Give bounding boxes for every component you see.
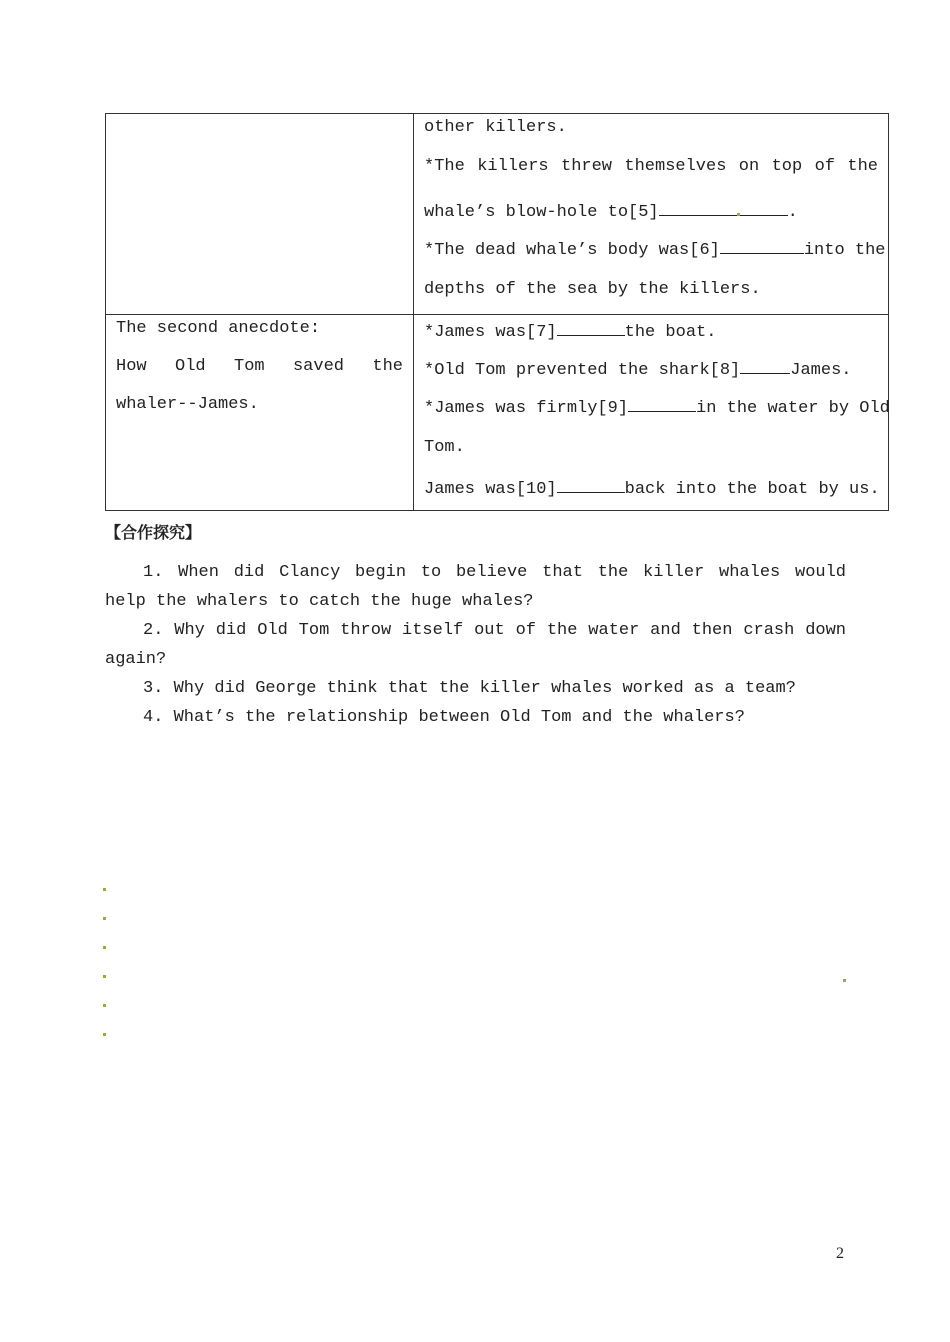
anecdote-heading: The second anecdote: (116, 319, 321, 338)
cell-text: *The dead whale’s body was[6] (424, 241, 720, 260)
cell-text: *James was[7] (424, 323, 557, 342)
table-row (106, 315, 889, 511)
dot-mark (103, 1004, 106, 1007)
cell-text: . (787, 203, 798, 222)
cell-line-blank-6 (424, 237, 886, 280)
table-cell-left (106, 114, 414, 315)
answer-blank-6[interactable] (720, 237, 804, 254)
dot-mark (843, 979, 846, 982)
dot-mark (103, 888, 106, 891)
anecdote-title: How Old Tom saved the (116, 357, 403, 376)
cell-text: the boat. (624, 323, 717, 342)
bullet-dots (103, 888, 106, 1062)
cell-line-blank-7 (424, 319, 878, 357)
question-4: 4. What’s the relationship between Old Tom and the whalers? (143, 708, 745, 727)
table-cell-left (106, 315, 414, 511)
answer-blank-7[interactable] (557, 319, 625, 336)
answer-blank-5[interactable] (659, 199, 737, 216)
page-number: 2 (836, 1245, 844, 1262)
table-row (106, 114, 889, 315)
answer-blank-9[interactable] (628, 395, 696, 412)
cell-line-blank-5 (424, 199, 878, 237)
cell-line-blank-8 (424, 357, 878, 395)
question-2: 2. Why did Old Tom throw itself out of the water and then crash down again? (105, 621, 846, 669)
section-title: 【合作探究】 (105, 523, 202, 542)
cell-text: James. (790, 361, 852, 380)
anecdote-table (105, 113, 889, 511)
cell-text: *James was firmly[9] (424, 399, 629, 418)
cell-line: Tom. (424, 438, 465, 457)
cell-line-blank-9 (424, 395, 890, 438)
table-cell-right (414, 114, 889, 315)
dot-mark (103, 917, 106, 920)
cell-text: back into the boat by us. (624, 480, 880, 499)
anecdote-title-cont: whaler--James. (116, 395, 259, 414)
cell-text: in the water by Old (696, 399, 890, 418)
answer-blank-5b[interactable] (740, 199, 788, 216)
answer-blank-8[interactable] (740, 357, 790, 374)
cell-line: *The killers threw themselves on top of the (424, 157, 878, 176)
dot-mark (103, 946, 106, 949)
dot-mark (103, 975, 106, 978)
question-1: 1. When did Clancy begin to believe that the killer whales would help the whalers to catch the huge whales? (105, 563, 846, 611)
dot-mark (103, 1033, 106, 1036)
answer-blank-10[interactable] (557, 476, 625, 493)
cell-text: *Old Tom prevented the shark[8] (424, 361, 741, 380)
question-list (105, 558, 846, 732)
cell-line: other killers. (424, 118, 567, 137)
table-cell-right (414, 315, 889, 511)
cell-text: James was[10] (424, 480, 557, 499)
cell-line-blank-10 (424, 476, 878, 510)
cell-text: whale’s blow-hole to[5] (424, 203, 659, 222)
question-3: 3. Why did George think that the killer whales worked as a team? (143, 679, 796, 698)
cell-line: depths of the sea by the killers. (424, 280, 761, 299)
cell-text: into the (803, 241, 886, 260)
